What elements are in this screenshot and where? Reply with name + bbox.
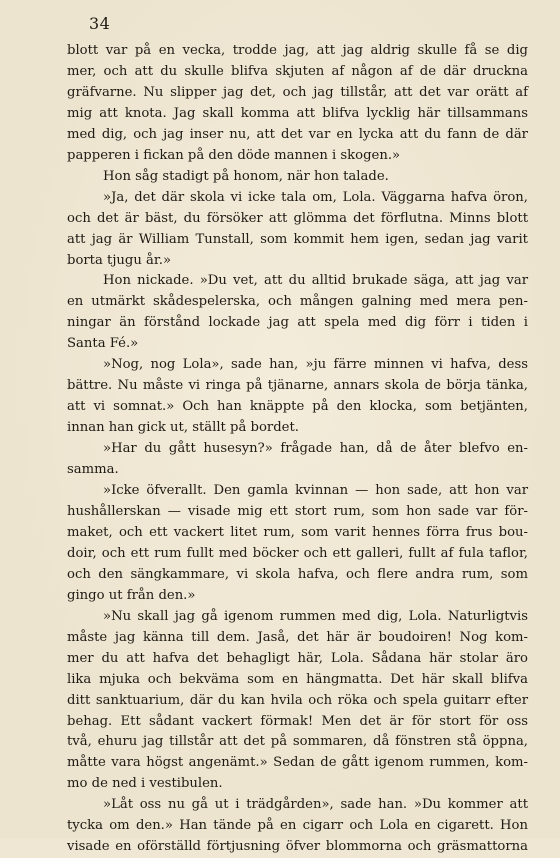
text-line: samma. (67, 462, 119, 478)
text-line: tycka om den.» Han tände på en cigarr och Lola en cigarett. Hon (67, 818, 528, 834)
text-line: borta tjugu år.» (67, 252, 172, 268)
text-line: Santa Fé.» (67, 336, 139, 352)
text-line: lika mjuka och bekväma som en hängmatta. Det här skall blifva (67, 671, 528, 687)
text-line: Hon nickade. »Du vet, att du alltid brukade säga, att jag var (103, 273, 528, 289)
text-line: ningar än förstånd lockade jag att spela med dig förr i tiden i (67, 315, 528, 331)
text-line: att vi somnat.» Och han knäppte på den klocka, som betjänten, (67, 399, 528, 415)
text-line: papperen i fickan på den döde mannen i skogen.» (67, 147, 401, 163)
text-line: visade en oförställd förtjusning öfver blommorna och gräsmattorna (67, 839, 528, 855)
text-line: doir, och ett rum fullt med böcker och ett galleri, fullt af fula taflor, (67, 545, 528, 561)
text-line: maket, och ett vackert litet rum, som varit hennes förra frus bou- (67, 524, 528, 540)
text-line: gräfvarne. Nu slipper jag det, och jag tillstår, att det var orätt af (67, 84, 528, 100)
text-line: två, ehuru jag tillstår att det på sommaren, då fönstren stå öppna, (67, 734, 528, 750)
text-block (67, 41, 528, 858)
text-line: »Icke öfverallt. Den gamla kvinnan — hon sade, att hon var (103, 483, 528, 499)
text-line: »Låt oss nu gå ut i trädgården», sade han. »Du kommer att (103, 797, 528, 813)
text-line: ditt sanktuarium, där du kan hvila och röka och spela guitarr efter (67, 692, 528, 708)
text-line: mer du att hafva det behagligt här, Lola. Sådana här stolar äro (67, 650, 528, 666)
text-line: behag. Ett sådant vackert förmak! Men det är för stort för oss (67, 713, 528, 729)
text-line: »Ja, det där skola vi icke tala om, Lola. Väggarna hafva öron, (103, 189, 528, 205)
text-line: hushållerskan — visade mig ett stort rum, som hon sade var för- (67, 503, 528, 519)
text-line: »Nog, nog Lola», sade han, »ju färre minnen vi hafva, dess (103, 357, 528, 373)
text-line: och den sängkammare, vi skola hafva, och flere andra rum, som (67, 566, 528, 582)
text-line: »Nu skall jag gå igenom rummen med dig, Lola. Naturligtvis (103, 608, 528, 624)
text-line: bättre. Nu måste vi ringa på tjänarne, annars skola de börja tänka, (67, 378, 528, 394)
text-line: innan han gick ut, ställt på bordet. (67, 420, 299, 436)
text-line: mig att knota. Jag skall komma att blifva lycklig här tillsammans (67, 105, 528, 121)
text-line: blott var på en vecka, trodde jag, att jag aldrig skulle få se dig (67, 43, 528, 58)
body-text (67, 41, 528, 858)
text-line: mer, och att du skulle blifva skjuten af någon af de där druckna (67, 63, 528, 79)
text-line: och det är bäst, du försöker att glömma det förflutna. Minns blott (67, 210, 528, 226)
text-line: måste jag känna till dem. Jaså, det här är boudoiren! Nog kom- (67, 629, 528, 645)
text-line: med dig, och jag inser nu, att det var en lycka att du fann de där (67, 126, 528, 142)
page-number: 34 (89, 14, 111, 33)
text-line: måtte vara högst angenämt.» Sedan de gått igenom rummen, kom- (67, 755, 528, 771)
text-line: »Har du gått husesyn?» frågade han, då de åter blefvo en- (103, 441, 528, 457)
text-line: att jag är William Tunstall, som kommit hem igen, sedan jag varit (67, 231, 528, 247)
text-line: mo de ned i vestibulen. (67, 776, 223, 792)
text-line: gingo ut från den.» (67, 587, 196, 603)
text-line: Hon såg stadigt på honom, när hon talade. (103, 168, 389, 184)
text-line: en utmärkt skådespelerska, och mången galning med mera pen- (67, 294, 528, 310)
